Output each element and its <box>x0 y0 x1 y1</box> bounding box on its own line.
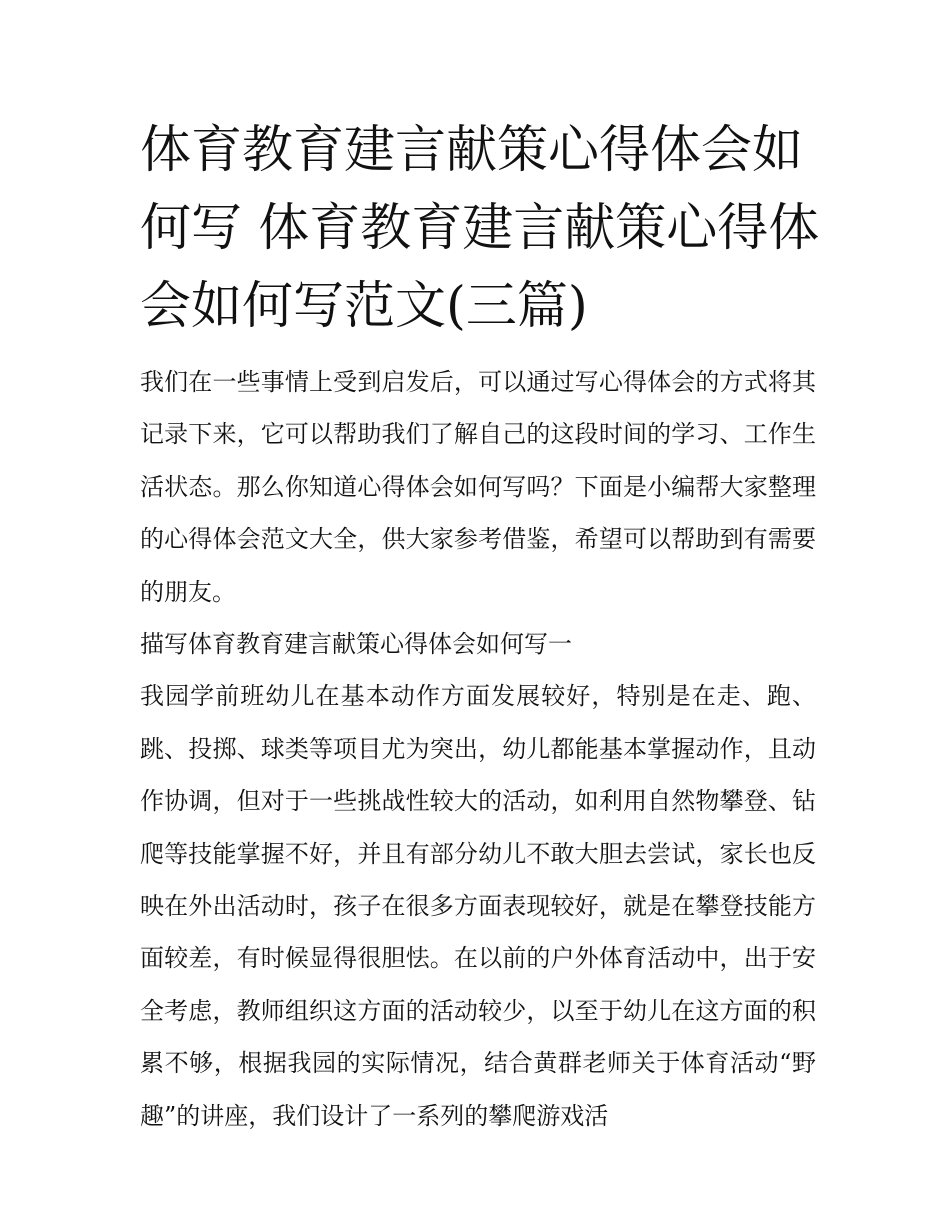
document-body <box>140 356 816 1142</box>
section-heading: 描写体育教育建言献策心得体会如何写一 <box>140 630 572 659</box>
intro-paragraph: 我们在一些事情上受到启发后，可以通过写心得体会的方式将其记录下来，它可以帮助我们了解自己的这段时间的学习、工作生活状态。那么你知道心得体会如何写吗？下面是小编帮大家整理的心得体会范文大全，供大家参考借鉴，希望可以帮助到有需要的朋友。 <box>140 368 816 606</box>
document-title: 体育教育建言献策心得体会如何写 体育教育建言献策心得体会如何写范文(三篇) <box>140 121 820 336</box>
section-paragraph: 我园学前班幼儿在基本动作方面发展较好，特别是在走、跑、跳、投掷、球类等项目尤为突出，幼儿都能基本掌握动作，且动作协调，但对于一些挑战性较大的活动，如利用自然物攀登、钻爬等技能掌握不好，并且有部分幼儿不敢大胆去尝试，家长也反映在外出活动时，孩子在很多方面表现较好，就是在攀登技能方面较差，有时候显得很胆怯。在以前的户外体育活动中，出于安全考虑，教师组织这方面的活动较少，以至于幼儿在这方面的积累不够，根据我园的实际情况，结合黄群老师关于体育活动“野趣”的讲座，我们设计了一系列的攀爬游戏活 <box>140 682 816 1130</box>
